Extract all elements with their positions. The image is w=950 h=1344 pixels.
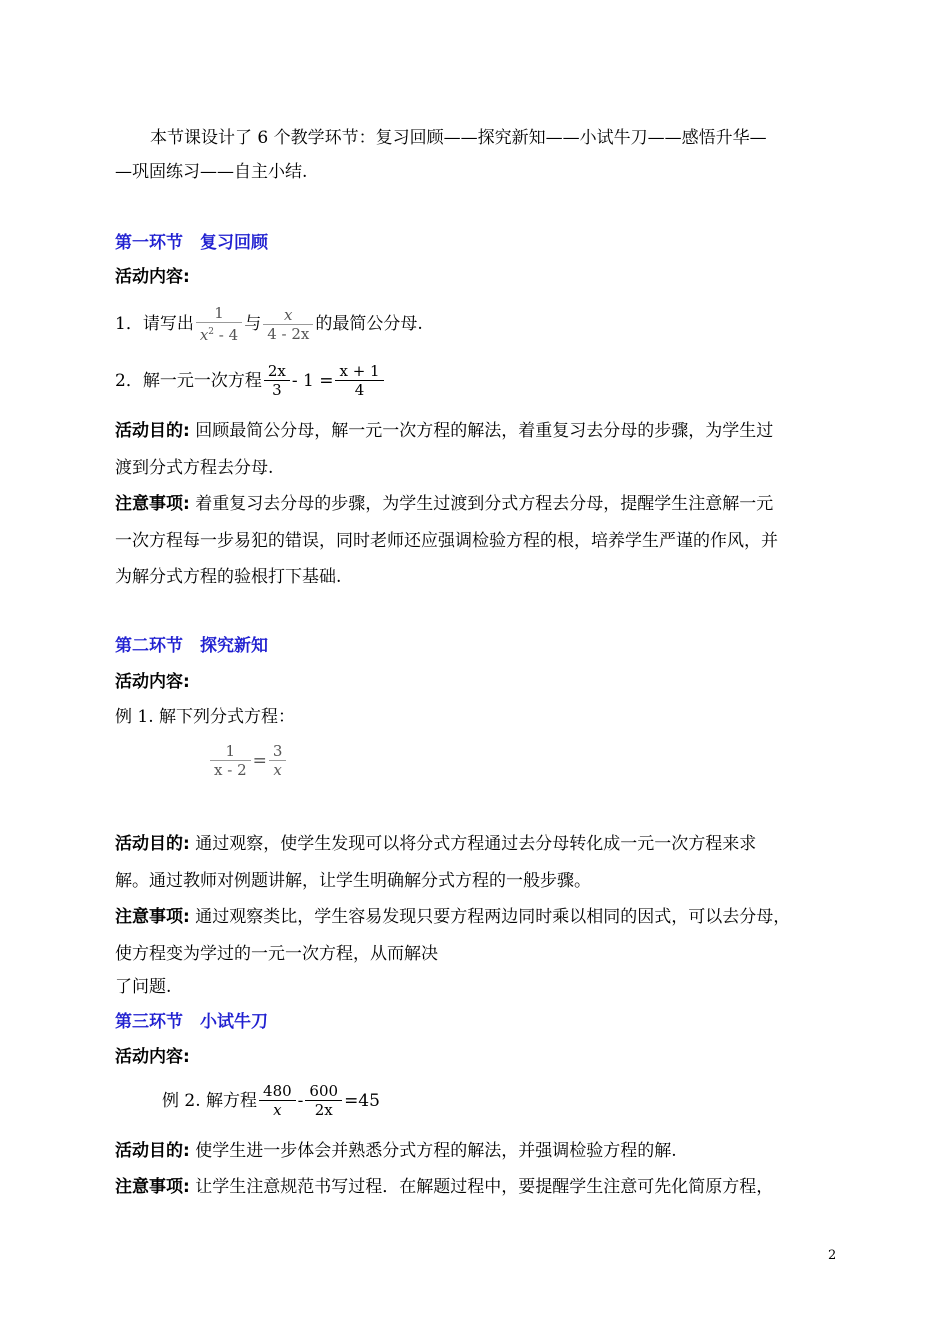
- section2-frac2-numerator: 3: [269, 742, 287, 761]
- item2-pre-text: 2．解一元一次方程: [115, 370, 262, 391]
- section2-frac1-numerator: 1: [210, 742, 251, 761]
- section3-minus: -: [297, 1090, 304, 1111]
- section2-purpose-text-1: 通过观察，使学生发现可以将分式方程通过去分母转化成一元一次方程来求: [189, 834, 757, 854]
- item2-frac1-denominator: 3: [272, 381, 282, 399]
- section2-note-text-1: 通过观察类比，学生容易发现只要方程两边同时乘以相同的因式，可以去分母，: [189, 907, 791, 927]
- section1-note-line-2: 一次方程每一步易犯的错误，同时老师还应强调检验方程的根，培养学生严谨的作风，并: [115, 531, 778, 551]
- section3-note-label: 注意事项:: [115, 1177, 190, 1197]
- section3-note-text: 让学生注意规范书写过程．在解题过程中，要提醒学生注意可先化简原方程，: [189, 1177, 774, 1197]
- section2-note-label: 注意事项:: [115, 907, 190, 927]
- section1-purpose-label: 活动目的:: [115, 421, 190, 441]
- intro-line-1: 本节课设计了 6 个教学环节：复习回顾——探究新知——小试牛刀——感悟升华—: [150, 128, 767, 148]
- intro-line-2: —巩固练习——自主小结.: [115, 162, 308, 182]
- section3-heading: 第三环节 小试牛刀: [115, 1012, 268, 1032]
- section1-content-label: 活动内容:: [115, 267, 190, 287]
- item2-frac2-denominator: 4: [354, 381, 365, 399]
- item2-fraction-1: [264, 362, 290, 399]
- section1-purpose-text-1: 回顾最简公分母，解一元一次方程的解法，着重复习去分母的步骤，为学生过: [189, 421, 774, 441]
- section2-note: [115, 905, 790, 929]
- section1-heading: 第一环节 复习回顾: [115, 233, 268, 253]
- section2-frac1-denominator: x - 2: [214, 761, 247, 779]
- section1-note: [115, 492, 773, 516]
- section2-frac2-denominator: x: [273, 761, 282, 779]
- section3-frac1-numerator: 480: [259, 1082, 296, 1101]
- section1-purpose-line-2: 渡到分式方程去分母.: [115, 458, 274, 478]
- section1-purpose: [115, 419, 773, 443]
- section3-frac2-numerator: 600: [305, 1082, 342, 1101]
- section2-example: 例 1. 解下列分式方程：: [115, 707, 296, 727]
- section2-equation: [208, 742, 288, 779]
- section3-content-label: 活动内容:: [115, 1047, 190, 1067]
- section2-note-line-3: 了问题.: [115, 977, 172, 997]
- section1-note-line-3: 为解分式方程的验根打下基础.: [115, 567, 342, 587]
- section2-purpose-label: 活动目的:: [115, 834, 190, 854]
- section3-purpose: [115, 1139, 677, 1163]
- section3-purpose-text: 使学生进一步体会并熟悉分式方程的解法，并强调检验方程的解.: [189, 1141, 677, 1161]
- section3-fraction-2: [305, 1082, 342, 1119]
- item1-fraction-1: [196, 304, 242, 344]
- section3-frac2-denominator: 2x: [314, 1101, 333, 1119]
- item2-frac2-numerator: x + 1: [335, 362, 383, 381]
- section2-equals: =: [252, 750, 267, 771]
- section3-fraction-1: [259, 1082, 296, 1119]
- section3-example: [162, 1082, 380, 1119]
- section2-fraction-2: [269, 742, 287, 779]
- section2-purpose-line-2: 解。通过教师对例题讲解，让学生明确解分式方程的一般步骤。: [115, 871, 591, 891]
- item2-fraction-2: [335, 362, 383, 399]
- section1-note-text-1: 着重复习去分母的步骤，为学生过渡到分式方程去分母，提醒学生注意解一元: [189, 494, 774, 514]
- section2-purpose: [115, 832, 756, 856]
- item1-frac1-denominator: $x^2 - 4$: [199, 326, 239, 344]
- section1-item1: [115, 304, 423, 344]
- item1-frac2-denominator: 4 - 2x: [267, 324, 310, 343]
- section3-purpose-label: 活动目的:: [115, 1141, 190, 1161]
- section2-fraction-1: [210, 742, 251, 779]
- section3-frac1-denominator: x: [273, 1101, 282, 1119]
- page-number: 2: [828, 1248, 837, 1263]
- item2-frac1-numerator: 2x: [264, 362, 290, 381]
- item1-fraction-2: [263, 306, 313, 343]
- section1-note-label: 注意事项:: [115, 494, 190, 514]
- item1-post-text: 的最简公分母.: [315, 314, 423, 334]
- section2-heading: 第二环节 探究新知: [115, 636, 268, 656]
- section3-note: [115, 1175, 773, 1199]
- item2-mid-text: - 1 =: [291, 370, 334, 391]
- item1-frac2-numerator: x: [263, 306, 313, 325]
- section1-item2: [115, 362, 386, 399]
- section2-content-label: 活动内容:: [115, 672, 190, 692]
- section3-example-pre: 例 2. 解方程: [162, 1090, 258, 1111]
- section3-equals-value: =45: [344, 1090, 380, 1111]
- item1-mid-text: 与: [244, 314, 262, 334]
- item1-pre-text: 1．请写出: [115, 314, 194, 334]
- section2-note-line-2: 使方程变为学过的一元一次方程，从而解决: [115, 944, 438, 964]
- item1-frac1-numerator: 1: [196, 304, 242, 323]
